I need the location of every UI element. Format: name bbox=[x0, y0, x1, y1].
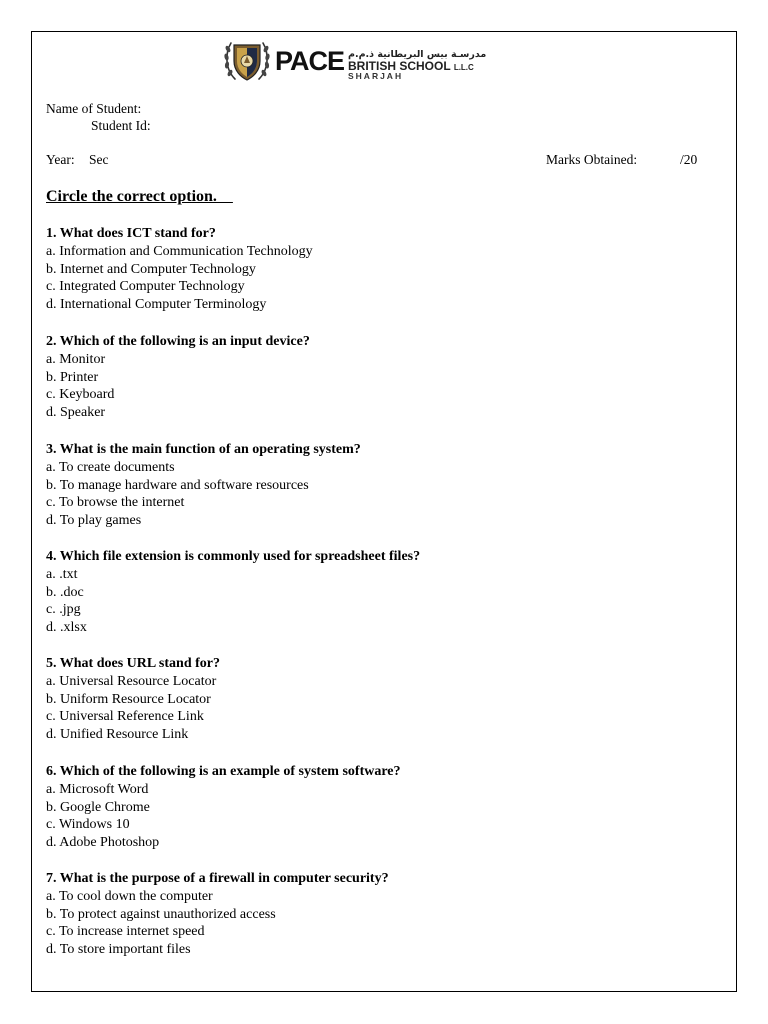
option-d[interactable]: d. Unified Resource Link bbox=[46, 727, 189, 743]
option-d[interactable]: d. To play games bbox=[46, 513, 142, 529]
option-a[interactable]: a. Universal Resource Locator bbox=[46, 673, 217, 689]
option-c[interactable]: c. Keyboard bbox=[46, 387, 115, 403]
instruction-heading: Circle the correct option. bbox=[46, 188, 233, 205]
year-label: Year: bbox=[46, 152, 75, 167]
option-d[interactable]: d. To store important files bbox=[46, 942, 191, 958]
option-a[interactable]: a. Information and Communication Technology bbox=[46, 243, 313, 259]
option-c[interactable]: c. .jpg bbox=[46, 602, 81, 618]
option-b[interactable]: b. Printer bbox=[46, 369, 99, 385]
question-text: 5. What does URL stand for? bbox=[46, 656, 220, 671]
question-text: 6. Which of the following is an example of system software? bbox=[46, 764, 401, 779]
question-text: 7. What is the purpose of a firewall in computer security? bbox=[46, 871, 389, 886]
option-d[interactable]: d. Speaker bbox=[46, 405, 106, 421]
option-c[interactable]: c. Universal Reference Link bbox=[46, 709, 204, 725]
logo-pace-text: PACE bbox=[275, 45, 345, 76]
question-text: 4. Which file extension is commonly used for spreadsheet files? bbox=[46, 549, 421, 564]
question-block bbox=[46, 763, 726, 852]
option-a[interactable]: a. To cool down the computer bbox=[46, 888, 213, 904]
question-text: 2. Which of the following is an input device? bbox=[46, 334, 310, 349]
option-b[interactable]: b. Uniform Resource Locator bbox=[46, 691, 211, 707]
student-name-label: Name of Student: bbox=[46, 101, 142, 116]
logo-arabic-text: مدرسـة بيس البريطانية ذ.م.م bbox=[348, 48, 487, 60]
option-b[interactable]: b. Google Chrome bbox=[46, 799, 150, 815]
marks-obtained-label: Marks Obtained: bbox=[546, 152, 638, 167]
section-label: Sec bbox=[89, 152, 109, 167]
question-block bbox=[46, 333, 726, 422]
question-block bbox=[46, 548, 726, 637]
school-logo bbox=[221, 35, 486, 87]
question-text: 1. What does ICT stand for? bbox=[46, 226, 216, 241]
logo-city-text: SHARJAH bbox=[348, 71, 404, 81]
question-block bbox=[46, 225, 726, 314]
option-c[interactable]: c. To browse the internet bbox=[46, 495, 185, 511]
question-block bbox=[46, 870, 726, 959]
question-block bbox=[46, 441, 726, 530]
option-c[interactable]: c. To increase internet speed bbox=[46, 924, 205, 940]
question-text: 3. What is the main function of an operating system? bbox=[46, 442, 361, 457]
option-c[interactable]: c. Windows 10 bbox=[46, 817, 130, 833]
option-a[interactable]: a. To create documents bbox=[46, 459, 175, 475]
school-crest-icon bbox=[221, 35, 273, 87]
option-d[interactable]: d. Adobe Photoshop bbox=[46, 835, 160, 851]
question-block bbox=[46, 655, 726, 744]
option-b[interactable]: b. To manage hardware and software resources bbox=[46, 477, 309, 493]
option-b[interactable]: b. Internet and Computer Technology bbox=[46, 261, 256, 277]
marks-total: /20 bbox=[680, 152, 698, 167]
option-a[interactable]: a. Microsoft Word bbox=[46, 781, 149, 797]
option-a[interactable]: a. .txt bbox=[46, 566, 78, 582]
logo-school-text: BRITISH SCHOOL L.L.C bbox=[348, 59, 474, 74]
option-b[interactable]: b. To protect against unauthorized access bbox=[46, 906, 276, 922]
option-b[interactable]: b. .doc bbox=[46, 584, 84, 600]
option-c[interactable]: c. Integrated Computer Technology bbox=[46, 279, 245, 295]
option-d[interactable]: d. .xlsx bbox=[46, 620, 87, 636]
option-a[interactable]: a. Monitor bbox=[46, 351, 106, 367]
student-id-label: Student Id: bbox=[91, 118, 151, 133]
option-d[interactable]: d. International Computer Terminology bbox=[46, 297, 267, 313]
